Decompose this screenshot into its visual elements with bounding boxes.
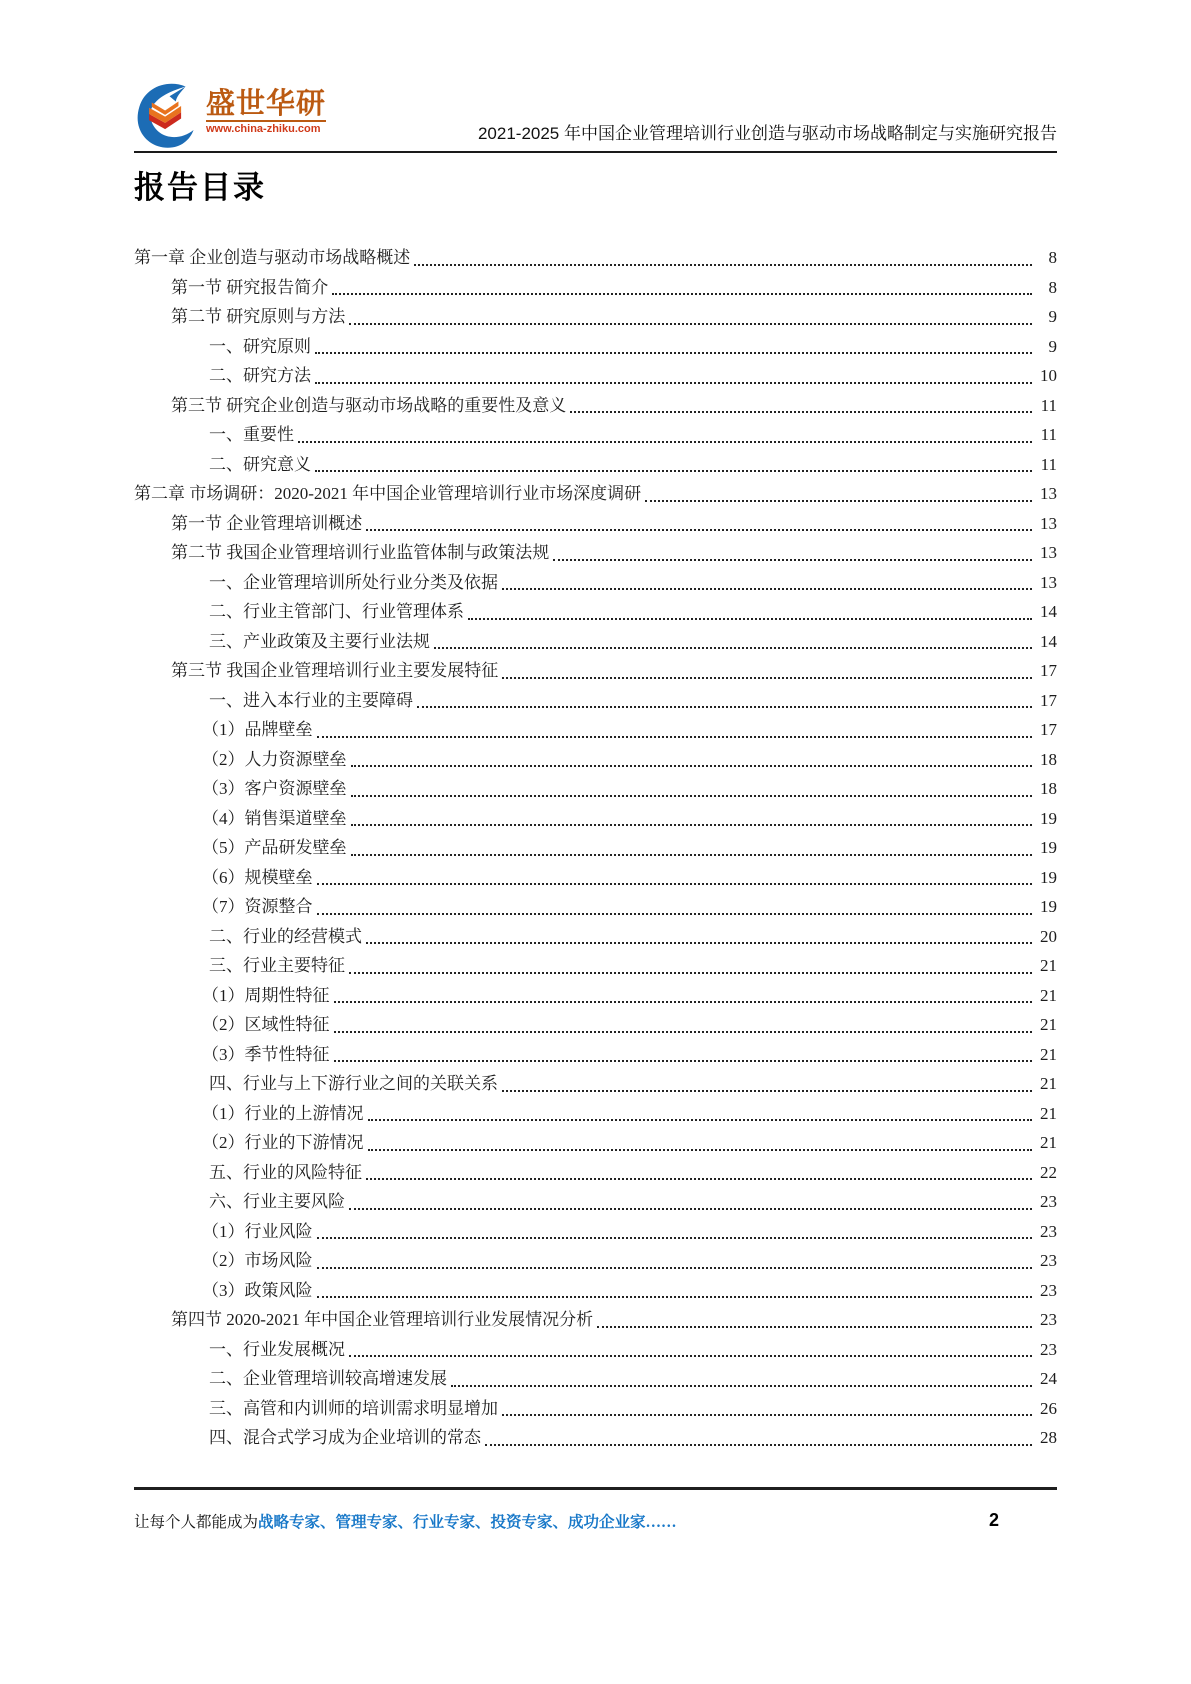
toc-entry[interactable] [134, 1187, 1057, 1217]
dot-leader [451, 1385, 1032, 1387]
toc-entry-label: 二、研究方法 [209, 366, 311, 385]
toc-entry-label: 三、产业政策及主要行业法规 [209, 631, 430, 651]
toc-entry-label: （2）区域性特征 [202, 1015, 330, 1034]
toc-entry[interactable] [134, 1335, 1057, 1365]
toc-entry-page: 21 [1040, 956, 1057, 975]
toc-entry[interactable] [134, 1040, 1057, 1070]
footer-page-number: 2 [988, 1510, 999, 1530]
toc-entry-page: 22 [1040, 1162, 1057, 1182]
toc-entry-label: 四、混合式学习成为企业培训的常态 [209, 1428, 481, 1447]
page-footer [134, 1510, 1057, 1532]
toc-entry-page: 13 [1040, 513, 1057, 533]
toc-entry[interactable] [134, 302, 1057, 332]
toc-entry-label: 六、行业主要风险 [209, 1192, 345, 1211]
toc-entry-page: 9 [1048, 336, 1057, 356]
toc-entry-label: 四、行业与上下游行业之间的关联关系 [209, 1074, 498, 1093]
dot-leader [315, 382, 1032, 384]
dot-leader [334, 1031, 1033, 1033]
toc-entry-label: 一、行业发展概况 [209, 1339, 345, 1359]
toc-entry-label: （2）人力资源壁垒 [202, 749, 347, 769]
toc-entry-label: 五、行业的风险特征 [209, 1162, 362, 1182]
page-header [134, 66, 1057, 150]
dot-leader [317, 913, 1033, 915]
dot-leader [334, 1060, 1033, 1062]
toc-entry-page: 18 [1040, 779, 1057, 798]
toc-entry-page: 19 [1040, 867, 1057, 887]
toc-entry-label: 第二节 我国企业管理培训行业监管体制与政策法规 [171, 543, 550, 562]
toc-entry-page: 23 [1040, 1192, 1057, 1211]
toc-entry-page: 24 [1040, 1369, 1057, 1388]
toc-entry[interactable] [134, 833, 1057, 863]
dot-leader [349, 972, 1032, 974]
toc-entry[interactable] [134, 1217, 1057, 1247]
toc-entry-page: 17 [1040, 661, 1057, 680]
toc-entry-page: 21 [1040, 1044, 1057, 1064]
toc-entry-page: 23 [1040, 1280, 1057, 1300]
toc-entry-label: （7）资源整合 [202, 897, 313, 916]
toc-entry-page: 14 [1040, 602, 1057, 621]
toc-entry-label: 一、进入本行业的主要障碍 [209, 690, 413, 710]
toc-entry-page: 20 [1040, 926, 1057, 946]
toc-entry-page: 18 [1040, 749, 1057, 769]
toc-entry-label: （1）品牌壁垒 [202, 720, 313, 739]
toc-entry-label: 第一章 企业创造与驱动市场战略概述 [134, 248, 411, 267]
toc-entry-page: 10 [1040, 366, 1057, 385]
toc-entry[interactable] [134, 1305, 1057, 1335]
toc-entry[interactable] [134, 597, 1057, 627]
toc-entry-page: 17 [1040, 720, 1057, 739]
toc-entry[interactable] [134, 361, 1057, 391]
brand-logo-icon [134, 78, 198, 150]
toc-entry[interactable] [134, 627, 1057, 657]
toc-entry-page: 23 [1040, 1221, 1057, 1241]
toc-entry-page: 28 [1040, 1428, 1057, 1447]
toc-entry-label: 第四节 2020-2021 年中国企业管理培训行业发展情况分析 [171, 1310, 594, 1329]
toc-entry[interactable] [134, 892, 1057, 922]
toc-entry-label: 第一节 研究报告简介 [171, 277, 329, 297]
toc-entry-label: 第三节 研究企业创造与驱动市场战略的重要性及意义 [171, 395, 567, 415]
toc-entry-page: 23 [1040, 1310, 1057, 1329]
toc-entry[interactable] [134, 243, 1057, 273]
dot-leader [315, 470, 1032, 472]
dot-leader [485, 1444, 1032, 1446]
toc-entry[interactable] [134, 804, 1057, 834]
toc-entry[interactable] [134, 922, 1057, 952]
dot-leader [368, 1119, 1033, 1121]
dot-leader [317, 1267, 1033, 1269]
toc-entry-label: 三、行业主要特征 [209, 956, 345, 975]
dot-leader [366, 529, 1032, 531]
toc-entry-page: 21 [1040, 1015, 1057, 1034]
brand-url: www.china-zhiku.com [206, 120, 326, 135]
dot-leader [366, 1178, 1032, 1180]
toc-entry-label: （3）政策风险 [202, 1280, 313, 1300]
dot-leader [553, 559, 1032, 561]
toc-entry[interactable] [134, 863, 1057, 893]
toc-entry-label: 一、企业管理培训所处行业分类及依据 [209, 572, 498, 592]
toc-entry-page: 13 [1040, 543, 1057, 562]
dot-leader [434, 647, 1032, 649]
toc-entry-page: 23 [1040, 1339, 1057, 1359]
toc-entry-page: 21 [1040, 1133, 1057, 1152]
toc-entry-label: （6）规模壁垒 [202, 867, 313, 887]
brand-logo [134, 78, 326, 150]
header-rule [134, 151, 1057, 153]
toc-entry[interactable] [134, 1069, 1057, 1099]
toc-entry-page: 19 [1040, 897, 1057, 916]
dot-leader [317, 736, 1033, 738]
toc-entry-label: 二、企业管理培训较高增速发展 [209, 1369, 447, 1388]
dot-leader [502, 588, 1032, 590]
toc-entry-page: 14 [1040, 631, 1057, 651]
dot-leader [351, 765, 1033, 767]
footer-slogan-highlight: 战略专家、管理专家、行业专家、投资专家、成功企业家…… [258, 1514, 677, 1531]
dot-leader [368, 1149, 1033, 1151]
report-title: 2021-2025 年中国企业管理培训行业创造与驱动市场战略制定与实施研究报告 [477, 124, 1057, 143]
toc-entry[interactable] [134, 1276, 1057, 1306]
dot-leader [317, 1237, 1033, 1239]
dot-leader [417, 706, 1032, 708]
toc-entry-label: 一、研究原则 [209, 336, 311, 356]
toc-entry[interactable] [134, 479, 1057, 509]
brand-name: 盛世华研 [206, 88, 327, 120]
toc-entry-label: 二、研究意义 [209, 454, 311, 474]
toc-entry-page: 21 [1040, 985, 1057, 1005]
toc-entry-label: （5）产品研发壁垒 [202, 838, 347, 857]
toc-entry-label: 第二节 研究原则与方法 [171, 307, 346, 326]
toc-entry[interactable] [134, 450, 1057, 480]
toc-entry-page: 11 [1040, 425, 1057, 444]
toc-entry-label: 三、高管和内训师的培训需求明显增加 [209, 1398, 498, 1418]
toc-entry-label: 第三节 我国企业管理培训行业主要发展特征 [171, 661, 499, 680]
dot-leader [317, 1296, 1033, 1298]
dot-leader [414, 264, 1032, 266]
toc-entry[interactable] [134, 420, 1057, 450]
dot-leader [366, 942, 1032, 944]
toc-entry[interactable] [134, 1128, 1057, 1158]
toc-entry[interactable] [134, 568, 1057, 598]
toc-entry-page: 8 [1048, 248, 1057, 267]
dot-leader [349, 1355, 1032, 1357]
toc-entry[interactable] [134, 391, 1057, 421]
toc-entry-label: 二、行业主管部门、行业管理体系 [209, 602, 464, 621]
toc-entry-page: 13 [1040, 484, 1057, 503]
toc-entry[interactable] [134, 1364, 1057, 1394]
dot-leader [597, 1326, 1032, 1328]
toc-entry-label: （3）季节性特征 [202, 1044, 330, 1064]
dot-leader [298, 441, 1032, 443]
toc-entry-label: 第二章 市场调研：2020-2021 年中国企业管理培训行业市场深度调研 [134, 484, 642, 503]
toc-entry[interactable] [134, 1010, 1057, 1040]
dot-leader [349, 1208, 1032, 1210]
toc-entry-page: 13 [1040, 572, 1057, 592]
toc-entry[interactable] [134, 745, 1057, 775]
toc-entry[interactable] [134, 509, 1057, 539]
dot-leader [570, 411, 1032, 413]
dot-leader [332, 293, 1032, 295]
toc-entry-page: 23 [1040, 1251, 1057, 1270]
dot-leader [315, 352, 1032, 354]
toc-entry-label: 二、行业的经营模式 [209, 926, 362, 946]
toc-entry[interactable] [134, 1394, 1057, 1424]
toc-entry[interactable] [134, 774, 1057, 804]
toc-entry-label: （4）销售渠道壁垒 [202, 808, 347, 828]
dot-leader [351, 795, 1033, 797]
toc-entry-label: 一、重要性 [209, 425, 294, 444]
toc-entry[interactable] [134, 1158, 1057, 1188]
toc-entry[interactable] [134, 332, 1057, 362]
footer-slogan-prefix: 让每个人都能成为 [134, 1514, 259, 1531]
dot-leader [645, 500, 1032, 502]
toc-entry-label: （1）行业风险 [202, 1221, 313, 1241]
toc-entry[interactable] [134, 656, 1057, 686]
toc-entry-page: 17 [1040, 690, 1057, 710]
toc-entry-page: 21 [1040, 1074, 1057, 1093]
toc-entry-page: 26 [1040, 1398, 1057, 1418]
toc-entry[interactable] [134, 1246, 1057, 1276]
dot-leader [334, 1001, 1033, 1003]
toc-entry-page: 11 [1040, 454, 1057, 474]
toc-entry[interactable] [134, 715, 1057, 745]
toc-entry[interactable] [134, 1099, 1057, 1129]
dot-leader [349, 323, 1032, 325]
toc-entry[interactable] [134, 273, 1057, 303]
toc-entry[interactable] [134, 981, 1057, 1011]
toc-entry-label: 第一节 企业管理培训概述 [171, 513, 363, 533]
toc-entry-label: （2）行业的下游情况 [202, 1133, 364, 1152]
toc-entry-page: 9 [1048, 307, 1057, 326]
footer-rule [134, 1487, 1057, 1490]
toc-entry-page: 8 [1048, 277, 1057, 297]
dot-leader [317, 883, 1033, 885]
page-title: 报告目录 [134, 170, 266, 205]
toc-entry[interactable] [134, 538, 1057, 568]
toc-entry[interactable] [134, 951, 1057, 981]
dot-leader [502, 1090, 1032, 1092]
toc-entry-page: 19 [1040, 838, 1057, 857]
brand-logo-text [206, 89, 326, 139]
toc-entry-label: （1）行业的上游情况 [202, 1103, 364, 1123]
dot-leader [502, 1414, 1032, 1416]
dot-leader [351, 824, 1033, 826]
table-of-contents [134, 243, 1057, 1453]
toc-entry[interactable] [134, 686, 1057, 716]
toc-entry-page: 11 [1040, 395, 1057, 415]
toc-entry-page: 19 [1040, 808, 1057, 828]
dot-leader [502, 677, 1032, 679]
toc-entry-label: （3）客户资源壁垒 [202, 779, 347, 798]
dot-leader [468, 618, 1032, 620]
toc-entry-page: 21 [1040, 1103, 1057, 1123]
toc-entry-label: （1）周期性特征 [202, 985, 330, 1005]
toc-entry[interactable] [134, 1423, 1057, 1453]
dot-leader [351, 854, 1033, 856]
toc-entry-label: （2）市场风险 [202, 1251, 313, 1270]
footer-slogan [134, 1510, 677, 1532]
